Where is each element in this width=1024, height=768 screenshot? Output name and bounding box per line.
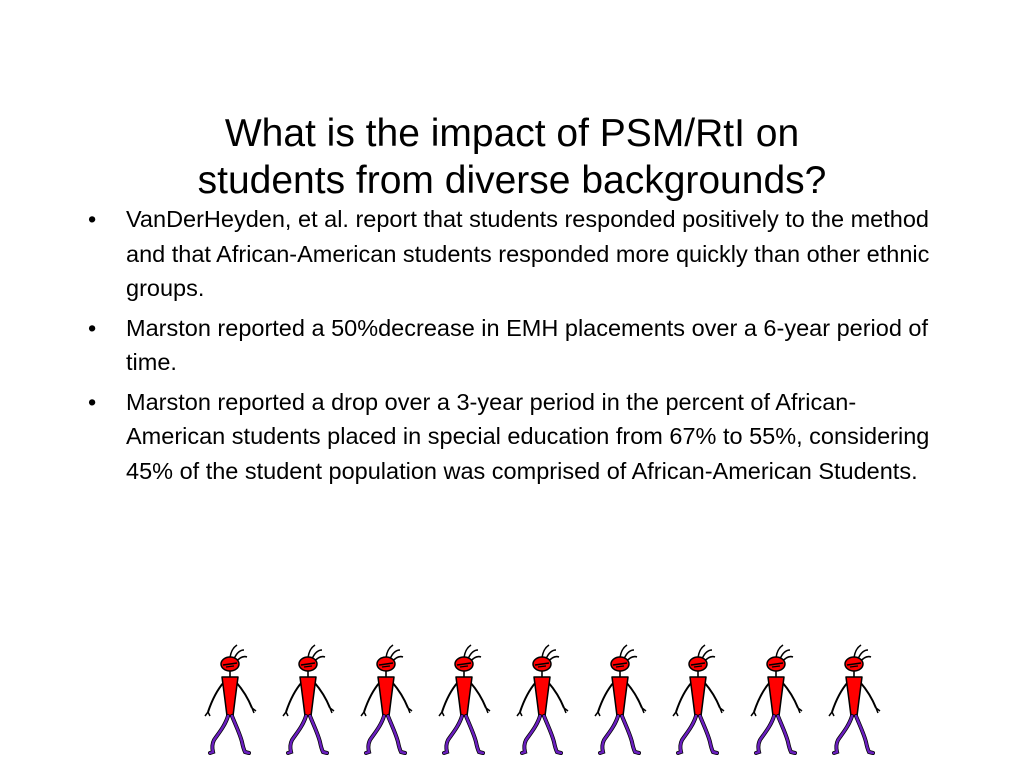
stick-figure-icon [434, 644, 496, 756]
bullet-item [82, 385, 942, 489]
bullet-icon: • [88, 388, 97, 415]
stick-figure-icon [668, 644, 730, 756]
bullet-text: VanDerHeyden, et al. report that students responded positively to the method and that African-American students responded more quickly than other ethnic groups. [126, 206, 930, 301]
stick-figure-icon [200, 644, 262, 756]
clipart-figures-row [200, 644, 890, 756]
stick-figure-icon [590, 644, 652, 756]
bullet-item [82, 311, 942, 380]
stick-figure-icon [356, 644, 418, 756]
stick-figure-icon [512, 644, 574, 756]
slide-title-line-2: students from diverse backgrounds? [197, 159, 827, 203]
bullet-icon: • [88, 314, 97, 341]
stick-figure-icon [746, 644, 808, 756]
slide-title-line-1: What is the impact of PSM/RtI on [224, 112, 800, 156]
bullet-icon: • [88, 206, 97, 232]
bullet-text: Marston reported a 50%decrease in EMH placements over a 6-year period of time. [126, 314, 929, 375]
bullet-text: Marston reported a drop over a 3-year period in the percent of African-American students placed in special education from 67% to 55%, considering 45% of the student population was comprised of African-American Students. [126, 388, 930, 484]
bullet-list [82, 202, 942, 493]
stick-figure-icon [278, 644, 340, 756]
bullet-item [82, 202, 942, 306]
stick-figure-icon [824, 644, 886, 756]
slide-title [80, 110, 944, 204]
